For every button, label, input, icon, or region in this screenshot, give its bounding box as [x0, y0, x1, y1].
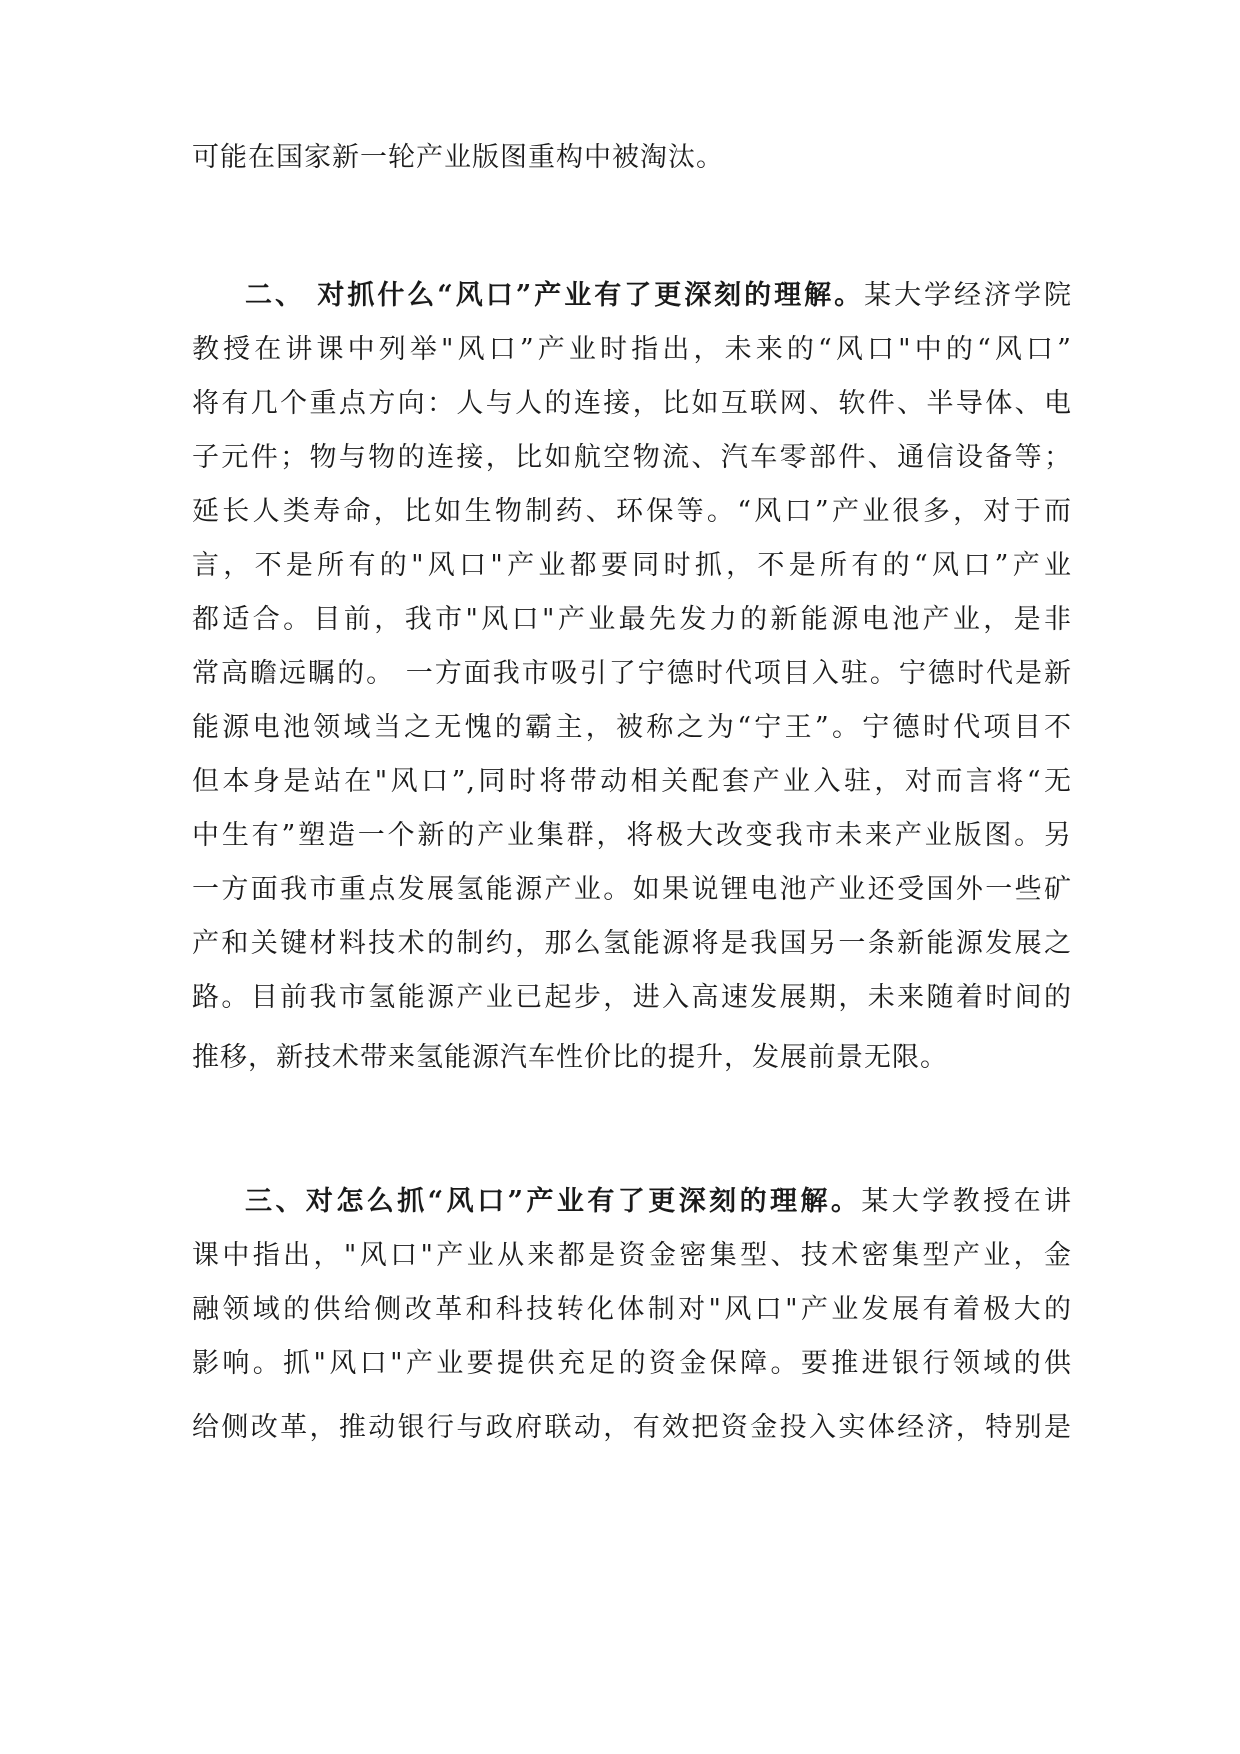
paragraph-line: 中生有”塑造一个新的产业集群，将极大改变我市未来产业版图。另: [192, 820, 1072, 851]
paragraph-line: 课中指出，"风口"产业从来都是资金密集型、技术密集型产业，金: [192, 1240, 1072, 1271]
section-3-first-line-tail: 某大学教授在讲: [861, 1186, 1073, 1217]
paragraph-line: 给侧改革，推动银行与政府联动，有效把资金投入实体经济，特别是: [192, 1412, 1072, 1443]
paragraph-line: 都适合。目前，我市"风口"产业最先发力的新能源电池产业，是非: [192, 604, 1072, 635]
paragraph-line: 一方面我市重点发展氢能源产业。如果说锂电池产业还受国外一些矿: [192, 874, 1072, 905]
section-2-first-line: [245, 276, 1072, 316]
section-2-first-line-tail: 某大学经济学院: [864, 280, 1072, 311]
paragraph-line: 但本身是站在"风口”,同时将带动相关配套产业入驻，对而言将“无: [192, 766, 1072, 797]
paragraph-line: 言，不是所有的"风口"产业都要同时抓，不是所有的“风口”产业: [192, 550, 1072, 581]
paragraph-line: 影响。抓"风口"产业要提供充足的资金保障。要推进银行领域的供: [192, 1348, 1072, 1379]
paragraph-line: 推移，新技术带来氢能源汽车性价比的提升，发展前景无限。: [192, 1042, 948, 1073]
paragraph-line: 可能在国家新一轮产业版图重构中被淘汰。: [192, 142, 724, 173]
paragraph-line: 融领域的供给侧改革和科技转化体制对"风口"产业发展有着极大的: [192, 1294, 1072, 1325]
paragraph-line: 延长人类寿命，比如生物制药、环保等。“风口”产业很多，对于而: [192, 496, 1072, 527]
paragraph-line: 将有几个重点方向：人与人的连接，比如互联网、软件、半导体、电: [192, 388, 1072, 419]
paragraph-line: 路。目前我市氢能源产业已起步，进入高速发展期，未来随着时间的: [192, 982, 1072, 1013]
paragraph-line: 能源电池领域当之无愧的霸主，被称之为“宁王”。宁德时代项目不: [192, 712, 1072, 743]
paragraph-line: 子元件；物与物的连接，比如航空物流、汽车零部件、通信设备等；: [192, 442, 1072, 473]
section-3-heading: 三、对怎么抓“风口”产业有了更深刻的理解。: [245, 1186, 862, 1217]
paragraph-line: 常高瞻远瞩的。 一方面我市吸引了宁德时代项目入驻。宁德时代是新: [192, 658, 1072, 689]
paragraph-line: 教授在讲课中列举"风口”产业时指出，未来的“风口"中的“风口”: [192, 334, 1072, 365]
section-2-heading: 二、 对抓什么“风口”产业有了更深刻的理解。: [245, 280, 865, 311]
section-3-first-line: [245, 1182, 1072, 1222]
paragraph-line: 产和关键材料技术的制约，那么氢能源将是我国另一条新能源发展之: [192, 928, 1072, 959]
